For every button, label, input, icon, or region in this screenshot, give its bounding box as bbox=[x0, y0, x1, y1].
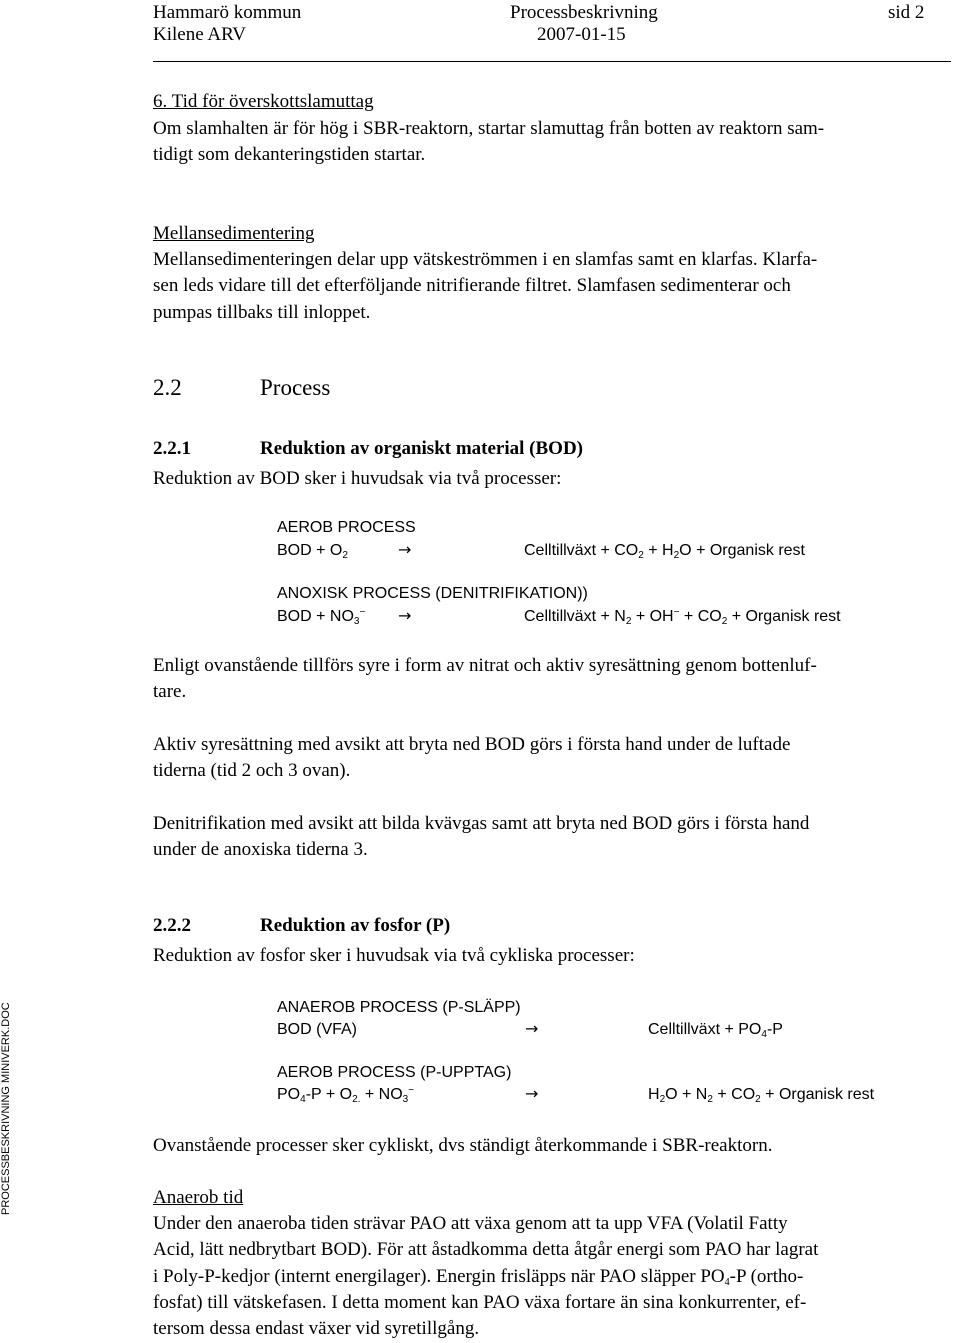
header-site: Kilene ARV bbox=[153, 24, 246, 45]
anox-reactants: BOD + $NO_3^-$ bbox=[277, 607, 366, 627]
anox-products: Celltillväxt + $N_2 + OH^- + CO_2$ + Organisk rest bbox=[524, 607, 841, 627]
subsection-number: 2.2.2 bbox=[153, 915, 191, 936]
paragraph-line: Enligt ovanstående tillförs syre i form av nitrat och aktiv syresättning genom bottenluf- bbox=[153, 655, 817, 676]
paragraph-line: under de anoxiska tiderna 3. bbox=[153, 839, 368, 860]
anox-label: ANOXISK PROCESS (DENITRIFIKATION)) bbox=[277, 585, 588, 602]
subsection-title: Reduktion av fosfor (P) bbox=[260, 915, 451, 936]
aerob-products: Celltillväxt + $CO_2 + H_2O$ + Organisk rest bbox=[524, 542, 805, 561]
aerob-reactants: BOD + $O_2$ bbox=[277, 542, 348, 561]
mellan-line: sen leds vidare till det efterföljande nitrifierande filtret. Slamfasen sedimenterar och bbox=[153, 275, 791, 296]
subsection-intro: Reduktion av BOD sker i huvudsak via två processer: bbox=[153, 468, 562, 489]
mellan-heading: Mellansedimentering bbox=[153, 223, 315, 244]
anaerob-tid-heading: Anaerob tid bbox=[153, 1187, 244, 1208]
section-number: 2.2 bbox=[153, 375, 182, 400]
aerob-p-label: AEROB PROCESS (P-UPPTAG) bbox=[277, 1064, 512, 1081]
header-org: Hammarö kommun bbox=[153, 2, 302, 23]
subsection-intro: Reduktion av fosfor sker i huvudsak via två cykliska processer: bbox=[153, 945, 635, 966]
section6-line: Om slamhalten är för hög i SBR-reaktorn, startar slamuttag från botten av reaktorn sam- bbox=[153, 118, 825, 139]
anaerob-label: ANAEROB PROCESS (P-SLÄPP) bbox=[277, 999, 521, 1016]
section6-line: tidigt som dekanteringstiden startar. bbox=[153, 144, 426, 165]
aerob-p-reactants: $PO_4-P + O_{2.} + NO_3^-$ bbox=[277, 1085, 415, 1105]
header-date: 2007-01-15 bbox=[537, 24, 626, 45]
arrow-icon: → bbox=[398, 540, 412, 559]
paragraph-line: tare. bbox=[153, 681, 187, 702]
paragraph-line: tiderna (tid 2 och 3 ovan). bbox=[153, 760, 351, 781]
subsection-title: Reduktion av organiskt material (BOD) bbox=[260, 438, 583, 459]
paragraph-line: fosfat) till vätskefasen. I detta moment kan PAO växa fortare än sina konkurrenter, ef- bbox=[153, 1292, 807, 1313]
paragraph-line: Aktiv syresättning med avsikt att bryta ned BOD görs i första hand under de luftade bbox=[153, 734, 791, 755]
header-rule bbox=[153, 61, 951, 62]
arrow-icon: → bbox=[525, 1019, 539, 1038]
subsection-number: 2.2.1 bbox=[153, 438, 191, 459]
anaerob-reactants: BOD (VFA) bbox=[277, 1021, 358, 1038]
header-title: Processbeskrivning bbox=[510, 2, 658, 23]
paragraph-line: tersom dessa endast växer vid syretillgång. bbox=[153, 1318, 480, 1339]
mellan-line: pumpas tillbaks till inloppet. bbox=[153, 302, 371, 323]
mellan-line: Mellansedimenteringen delar upp vätskeströmmen i en slamfas samt en klarfas. Klarfa- bbox=[153, 249, 818, 270]
arrow-icon: → bbox=[525, 1084, 539, 1103]
arrow-icon: → bbox=[398, 606, 412, 625]
paragraph-line: Ovanstående processer sker cykliskt, dvs ständigt återkommande i SBR-reaktorn. bbox=[153, 1135, 773, 1156]
aerob-label: AEROB PROCESS bbox=[277, 519, 416, 536]
paragraph-line: Acid, lätt nedbrytbart BOD). För att åstadkomma detta åtgår energi som PAO har lagrat bbox=[153, 1239, 819, 1260]
aerob-p-products: $H_2O + N_2 + CO_2$ + Organisk rest bbox=[648, 1086, 875, 1105]
section6-heading: 6. Tid för överskottslamuttag bbox=[153, 91, 374, 112]
header-page-number: sid 2 bbox=[888, 2, 925, 23]
sidebar-filename: PROCESSBESKRIVNING MINIVERK.DOC bbox=[0, 1002, 12, 1215]
section-title: Process bbox=[260, 375, 331, 400]
paragraph-line: Denitrifikation med avsikt att bilda kvävgas samt att bryta ned BOD görs i första hand bbox=[153, 813, 810, 834]
anaerob-products: Celltillväxt + $PO_4-P$ bbox=[648, 1021, 783, 1040]
paragraph-line: i Poly-P-kedjor (internt energilager). Energin frisläpps när PAO släpper $PO_4-P$ (ortho- bbox=[153, 1266, 804, 1288]
paragraph-line: Under den anaeroba tiden strävar PAO att växa genom att ta upp VFA (Volatil Fatty bbox=[153, 1213, 788, 1234]
